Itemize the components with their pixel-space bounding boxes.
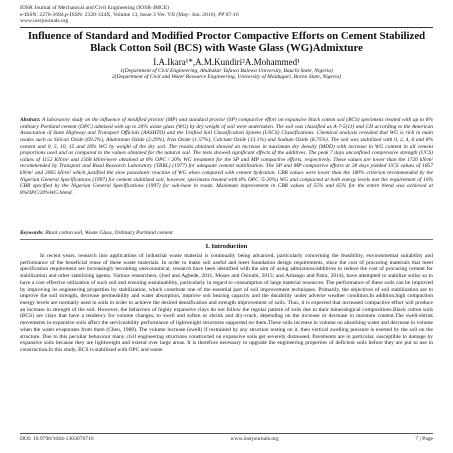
paper-title: Influence of Standard and Modified Proctor Compactive Efforts on Cement Stabilized Black Cotton Soil (BCS) with Waste Glass (WG)Admixture bbox=[27, 30, 426, 55]
section-divider bbox=[20, 239, 433, 240]
footer-doi: DOI: 10.9790/1684-1303070716 bbox=[20, 436, 94, 442]
abstract bbox=[20, 117, 433, 197]
footer-site: www.iosrjournals.org bbox=[230, 436, 279, 442]
footer-page-number: 7 | Page bbox=[415, 436, 433, 442]
page-footer bbox=[20, 436, 433, 443]
abstract-text: A laboratory study on the influence of modified proctor (MP) and standard proctor (SP) compactive effort on expansive black cotton soil (BCS) specimens treated with up to 8% ordinary Portland cement (OPC) admixed with up to 20% waste glass (WG) by dry weight of soil were undertaken. The soil was classified as A-7-5(11) and CH according to the American Association of State Highway and Transport Officials (AASHTO) and the Unified Soil Classification System (USCS) Classifications. Chemical analysis revealed that WG is rich in main oxides such as Silicon Oxide (69.2%), Aluminium Oxide (2.29%), Iron Oxide (1.57%), Calcium Oxide (13.1%) and Sodium Oxide (8.75%). The soil was stabilized with 0, 2, 4, 6 and 8% cement and 0, 5, 10, 15 and 20% WG by weight of the dry soil. The results obtained showed an increase in maximum dry density (MDD) with increase in WG content in all cement proportions used and as compared to the values obtained for the natural soil. The tests showed significant effects of the additives. The peak 7 days unconfined compressive strength (UCS) values of 1152 KN/m² and 1568 kN/m²were obtained at 8% OPC / 20% WG treatment for the SP and MP compactive efforts, respectively. These values are lower than the 1720 kN/m² recommended by Transport and Road Research Laboratory (TRRL) (1977) for adequate cement stabilization. The SP and MP compactive efforts at 28 days yielded UCS values of 1857 kN/m² and 2065 kN/m² which justified the slow pozzolanic reaction of WG when compared with cement hydration. CBR values were lower than the 180% criterion recommended by the Nigerian General Specifications (1997) for cement stabilized soil, however, specimens treated with 8% OPC /5-20%) WG and compacted at both energy levels met the requirement of 10% CBR specified by the Nigerian General Specifications (1997) for sub-base in roads. Maximum improvement in CBR values of 55% and 65% for the entire blend was achieved at 8%OPC/20%WG blend. bbox=[20, 117, 433, 196]
affiliation-1: 1(Department of Civil Engineering, Abubakar Tafawa Balewa University, Bauchi State, Nigeria) bbox=[120, 67, 333, 74]
introduction-paragraph: In recent years, research into applications of industrial waste material is continually being advanced, particularly concerning the feasibility, environmental suitability and performance of the beneficial reuse of these waste materials. In order to make soil useful and meet foundation design requirements, since the cost of procuring materials that meet specification requirement are increasingly becoming uneconomical, research have been identified with the aim of using admixtures/additives to reduce the cost of procuring cement for stabilization and other stabilizing agents. Various researchers, (Joel and Agbede, 2011, Moses and Osinubi, 2013; and Ashango and Patra, 2014), have attempted to stabilize soilss so to have a cost effective utilization of such soil and ensuring sustainability, particularly in regard to consumption of large material resources. The performance of these soils can be improved by improving its engineering properties by stabilization, which constitute one of the essential part of soil improvement techniques. Primarily, the objectives of soil stabilization are to improve the soil strength, decrease permeability and water absorption, improve soil bearing capacity and the durability under adverse weather condition.In addition,high compaction energy levels are normally used in soils in order to achieve the desired densification and strength improvement of soils. Thus, it is expected that increased compactive effort will produce an increase in strength of the soil. However, the behaviors of highly expansive clays do not follow the regular pattern of soils due to their mineralogical compositions.Black cotton soils (BCS) are clays that have a tendency for volume changes, to swell and soften or shrink and dry-crack, depending on the increase or decrease in moisture content.The swell-shrink movements in expansive soils affect the serviceability performance of lightweight structures supported on them.These soils increase in volume on absorbing water and decrease in volume when the water evaporates from them (Chen, 1988). The volume increase (swell) if restrained by any structure resting on it, then vertical swelling pressure is exerted by the soil on the structure. Due to this peculiar behaviour many civil engineering structures constructed on expansive soils get severely distressed. Pavements are in particular, susceptible to damage by expansive soils because they are lightweight and extend over large areas. It is therefore necessary to upgrade the engineering properties of deficient soils before they are put to use in construction.In this study, BCS is stabilized with OPC and waste bbox=[20, 253, 433, 354]
footer-divider bbox=[20, 433, 433, 434]
journal-site: www.iosrjournals.org bbox=[20, 18, 69, 25]
title-block bbox=[20, 30, 433, 81]
journal-issn: e-ISSN: 2278-1684,p-ISSN: 2320-334X, Volume 13, Issue 3 Ver. VII (May- Jun. 2016), PP 07-16 bbox=[20, 11, 239, 18]
keywords bbox=[20, 230, 433, 237]
journal-name: IOSR Journal of Mechanical and Civil Engineering (IOSR-JMCE) bbox=[20, 5, 169, 11]
introduction-body bbox=[20, 253, 433, 354]
section-heading-introduction: I. Introduction bbox=[205, 243, 248, 250]
paper-authors: I.A.Ikara¹*,A.M.Kundiri²A.Mohammed¹ bbox=[153, 56, 300, 67]
abstract-label: Abstract: bbox=[20, 117, 41, 123]
keywords-text: Black cotton soil, Waste Glass, Ordinary Portland cement bbox=[43, 230, 173, 236]
header-divider bbox=[20, 27, 433, 28]
keywords-label: Keywords: bbox=[20, 230, 44, 236]
affiliation-2: 2(Department of Civil and Water Resource Engineering, University of Maiduguri, Borno State, Nigeria) bbox=[111, 74, 342, 81]
journal-header bbox=[20, 5, 433, 29]
